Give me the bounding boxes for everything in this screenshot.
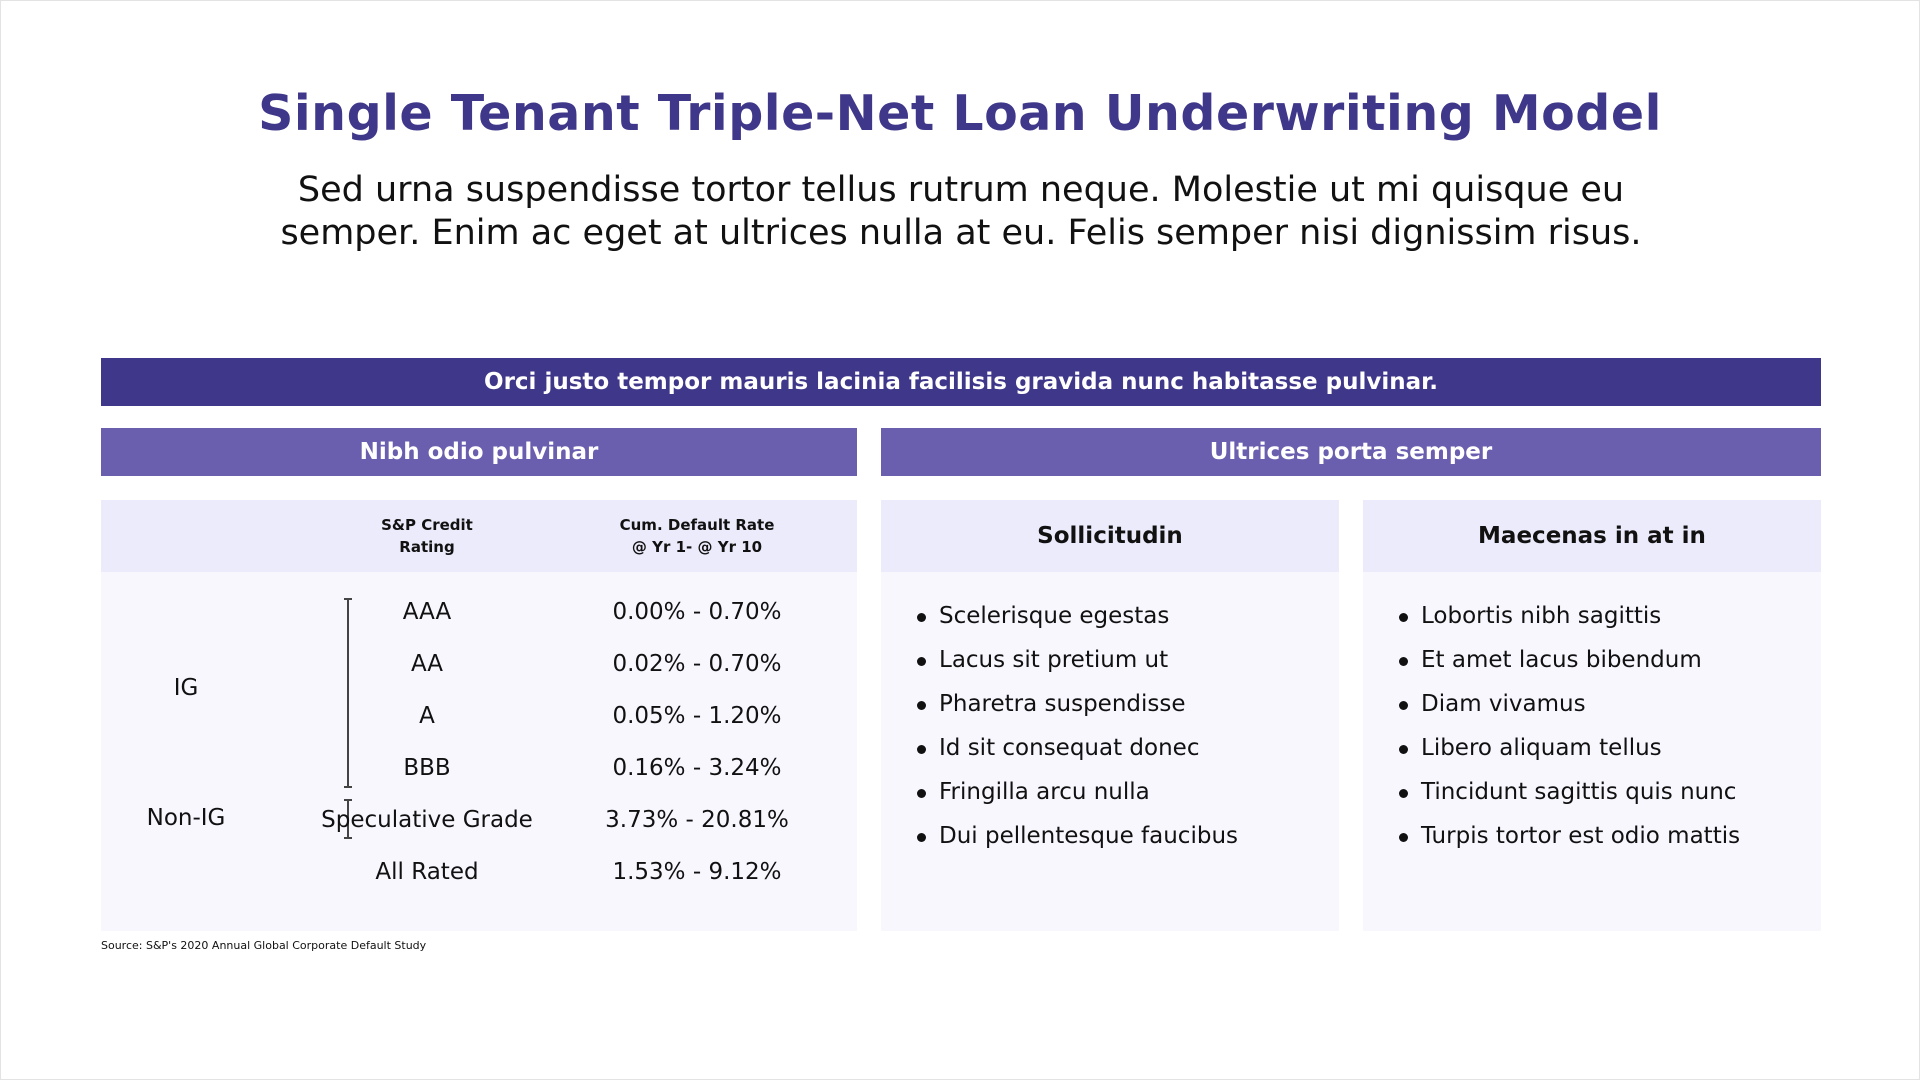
bullet-icon: [917, 657, 926, 666]
list-item-label: Tincidunt sagittis quis nunc: [1421, 779, 1737, 805]
list-item-label: Lacus sit pretium ut: [939, 647, 1169, 673]
group-label-ig: IG: [173, 675, 199, 701]
bullet-icon: [1399, 657, 1408, 666]
bullet-list: [1397, 594, 1740, 858]
group-label-non-ig: Non-IG: [146, 805, 226, 831]
bullet-icon: [917, 745, 926, 754]
ratings-table: [101, 500, 857, 931]
banner: Orci justo tempor mauris lacinia facilisis gravida nunc habitasse pulvinar.: [101, 358, 1821, 406]
list-panel-maecenas: [1363, 500, 1821, 931]
list-item: [1397, 638, 1740, 682]
list-item: [915, 638, 1238, 682]
table-row: [101, 800, 857, 840]
list-item-label: Turpis tortor est odio mattis: [1421, 823, 1741, 849]
ratings-table-header: [101, 500, 857, 572]
page-title: Single Tenant Triple-Net Loan Underwriting Model: [258, 85, 1662, 142]
list-item: [915, 726, 1238, 770]
list-item-label: Pharetra suspendisse: [939, 691, 1186, 717]
bullet-icon: [917, 833, 926, 842]
list-item: [915, 770, 1238, 814]
table-row: [101, 696, 857, 736]
column-header-rating: S&P Credit Rating: [381, 516, 473, 556]
rating-cell: AA: [410, 651, 444, 677]
rating-cell: All Rated: [375, 859, 479, 885]
bullet-icon: [1399, 833, 1408, 842]
column-header-default-rate: Cum. Default Rate @ Yr 1- @ Yr 10: [619, 516, 775, 556]
table-row: [101, 644, 857, 684]
list-title: Maecenas in at in: [1478, 523, 1706, 549]
table-row: [101, 748, 857, 788]
default-rate-cell: 3.73% - 20.81%: [605, 807, 789, 833]
rating-cell: AAA: [402, 599, 452, 625]
default-rate-cell: 0.05% - 1.20%: [612, 703, 782, 729]
list-item-label: Dui pellentesque faucibus: [939, 823, 1238, 849]
list-item-label: Lobortis nibh sagittis: [1421, 603, 1662, 629]
default-rate-cell: 0.02% - 0.70%: [612, 651, 782, 677]
bullet-icon: [1399, 789, 1408, 798]
bullet-icon: [917, 789, 926, 798]
rating-cell: BBB: [403, 755, 451, 781]
default-rate-cell: 1.53% - 9.12%: [612, 859, 782, 885]
list-panel-sollicitudin: [881, 500, 1339, 931]
section-header-left: Nibh odio pulvinar: [101, 428, 857, 476]
table-row: [101, 852, 857, 892]
bullet-icon: [1399, 701, 1408, 710]
rating-cell: Speculative Grade: [321, 807, 533, 833]
list-item-label: Diam vivamus: [1421, 691, 1586, 717]
source-note: Source: S&P's 2020 Annual Global Corporate Default Study: [101, 939, 427, 952]
list-item: [1397, 814, 1740, 858]
section-header-right: Ultrices porta semper: [881, 428, 1821, 476]
list-item: [915, 682, 1238, 726]
default-rate-cell: 0.16% - 3.24%: [612, 755, 782, 781]
rating-cell: A: [419, 703, 435, 729]
list-item-label: Libero aliquam tellus: [1421, 735, 1662, 761]
list-item-label: Et amet lacus bibendum: [1421, 647, 1702, 673]
list-item: [1397, 770, 1740, 814]
bullet-icon: [917, 701, 926, 710]
default-rate-cell: 0.00% - 0.70%: [612, 599, 782, 625]
list-item: [1397, 726, 1740, 770]
bullet-list: [915, 594, 1238, 858]
list-item-label: Scelerisque egestas: [939, 603, 1170, 629]
list-item-label: Fringilla arcu nulla: [939, 779, 1150, 805]
bullet-icon: [1399, 745, 1408, 754]
bullet-icon: [1399, 613, 1408, 622]
list-item: [915, 814, 1238, 858]
list-item: [1397, 682, 1740, 726]
list-title: Sollicitudin: [1037, 523, 1183, 549]
list-item-label: Id sit consequat donec: [939, 735, 1200, 761]
bullet-icon: [917, 613, 926, 622]
list-item: [1397, 594, 1740, 638]
page-subtitle: Sed urna suspendisse tortor tellus rutrum neque. Molestie ut mi quisque eu semper. Enim ac eget at ultrices nulla at eu. Felis semper nisi dignissim risus.: [280, 170, 1642, 253]
table-row: [101, 592, 857, 632]
list-item: [915, 594, 1238, 638]
